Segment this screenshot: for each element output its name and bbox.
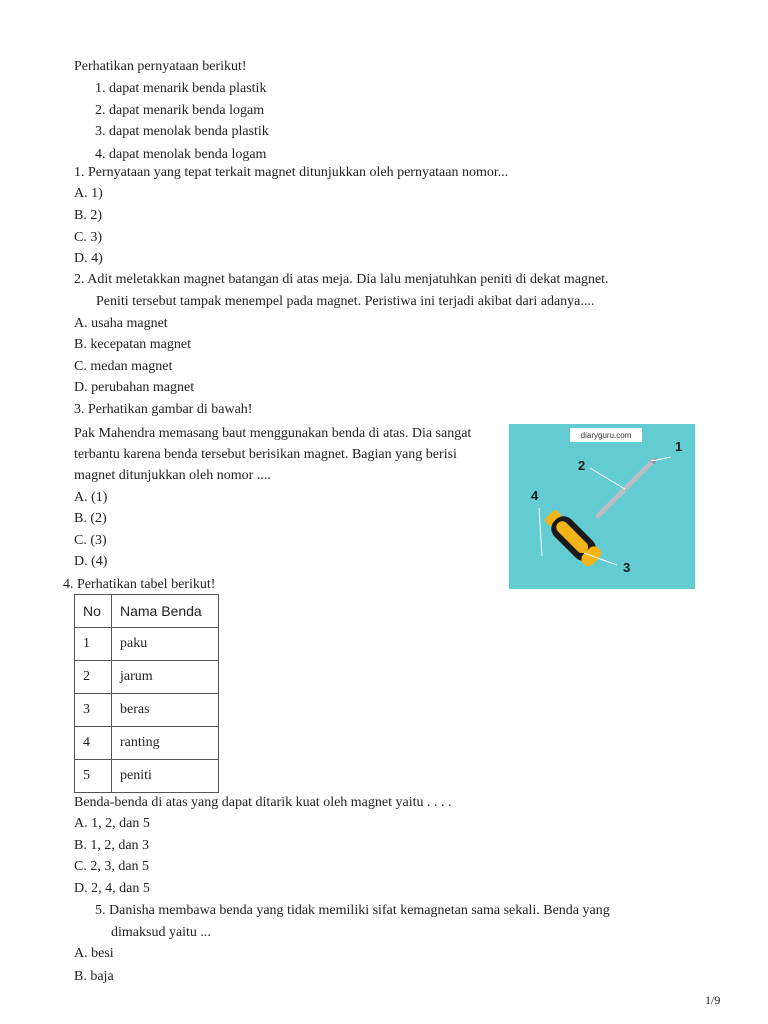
cell-no: 3 (75, 694, 112, 727)
table-row (75, 760, 219, 793)
cell-name: jarum (112, 661, 219, 694)
pointer-line-2 (590, 468, 625, 489)
q4-option-b: B. 1, 2, dan 3 (74, 838, 150, 853)
label-2: 2 (578, 458, 586, 473)
q2-option-a: A. usaha magnet (74, 316, 168, 331)
screwdriver-illustration (509, 424, 695, 589)
q3-text-line-3: magnet ditunjukkan oleh nomor .... (74, 468, 271, 483)
q2-question-line-2: Peniti tersebut tampak menempel pada magnet. Peristiwa ini terjadi akibat dari adanya.... (96, 294, 595, 309)
q4-option-a: A. 1, 2, dan 5 (74, 816, 150, 831)
cell-name: paku (112, 628, 219, 661)
q3-option-c: C. (3) (74, 533, 107, 548)
intro-heading: Perhatikan pernyataan berikut! (74, 59, 247, 74)
cell-no: 1 (75, 628, 112, 661)
watermark-text: diaryguru.com (580, 431, 632, 440)
header-nama-benda: Nama Benda (112, 595, 219, 628)
q2-option-c: C. medan magnet (74, 359, 173, 374)
pointer-line-4 (539, 508, 542, 556)
q5-question-line-1: 5. Danisha membawa benda yang tidak memiliki sifat kemagnetan sama sekali. Benda yang (95, 903, 610, 918)
items-table (74, 594, 219, 793)
statement-2: 2. dapat menarik benda logam (95, 103, 265, 118)
q1-option-c: C. 3) (74, 230, 102, 245)
statement-3: 3. dapat menolak benda plastik (95, 124, 269, 139)
q5-option-b: B. baja (74, 969, 114, 984)
q1-option-b: B. 2) (74, 208, 102, 223)
q3-option-d: D. (4) (74, 554, 108, 569)
q2-option-b: B. kecepatan magnet (74, 337, 192, 352)
cell-name: ranting (112, 727, 219, 760)
screwdriver-shaft (598, 461, 653, 516)
q4-option-d: D. 2, 4, dan 5 (74, 881, 150, 896)
cell-no: 4 (75, 727, 112, 760)
header-no: No (75, 595, 112, 628)
q1-question: 1. Pernyataan yang tepat terkait magnet ditunjukkan oleh pernyataan nomor... (74, 165, 509, 180)
cell-name: peniti (112, 760, 219, 793)
label-3: 3 (623, 560, 631, 575)
statement-1: 1. dapat menarik benda plastik (95, 81, 267, 96)
label-1: 1 (675, 439, 683, 454)
q3-text-line-1: Pak Mahendra memasang baut menggunakan benda di atas. Dia sangat (74, 426, 472, 441)
q2-question-line-1: 2. Adit meletakkan magnet batangan di atas meja. Dia lalu menjatuhkan peniti di dekat magnet. (74, 272, 609, 287)
q3-text-line-2: terbantu karena benda tersebut berisikan magnet. Bagian yang berisi (74, 447, 457, 462)
q2-option-d: D. perubahan magnet (74, 380, 195, 395)
q4-option-c: C. 2, 3, dan 5 (74, 859, 150, 874)
table-row (75, 727, 219, 760)
screwdriver-handle (541, 506, 605, 570)
table-row (75, 628, 219, 661)
table-row (75, 661, 219, 694)
q5-question-line-2: dimaksud yaitu ... (111, 925, 211, 940)
q4-question: 4. Perhatikan tabel berikut! (63, 577, 216, 592)
screwdriver-figure (509, 424, 695, 589)
table-row (75, 694, 219, 727)
q4-after-text: Benda-benda di atas yang dapat ditarik kuat oleh magnet yaitu . . . . (74, 795, 452, 810)
cell-no: 2 (75, 661, 112, 694)
q3-option-b: B. (2) (74, 511, 107, 526)
q3-option-a: A. (1) (74, 490, 108, 505)
q1-option-d: D. 4) (74, 251, 103, 266)
statement-4: 4. dapat menolak benda logam (95, 147, 267, 162)
page-number: 1/9 (705, 993, 721, 1007)
cell-no: 5 (75, 760, 112, 793)
q3-question: 3. Perhatikan gambar di bawah! (74, 402, 253, 417)
q1-option-a: A. 1) (74, 186, 103, 201)
label-4: 4 (531, 488, 539, 503)
cell-name: beras (112, 694, 219, 727)
table-header-row (75, 595, 219, 628)
q5-option-a: A. besi (74, 946, 114, 961)
